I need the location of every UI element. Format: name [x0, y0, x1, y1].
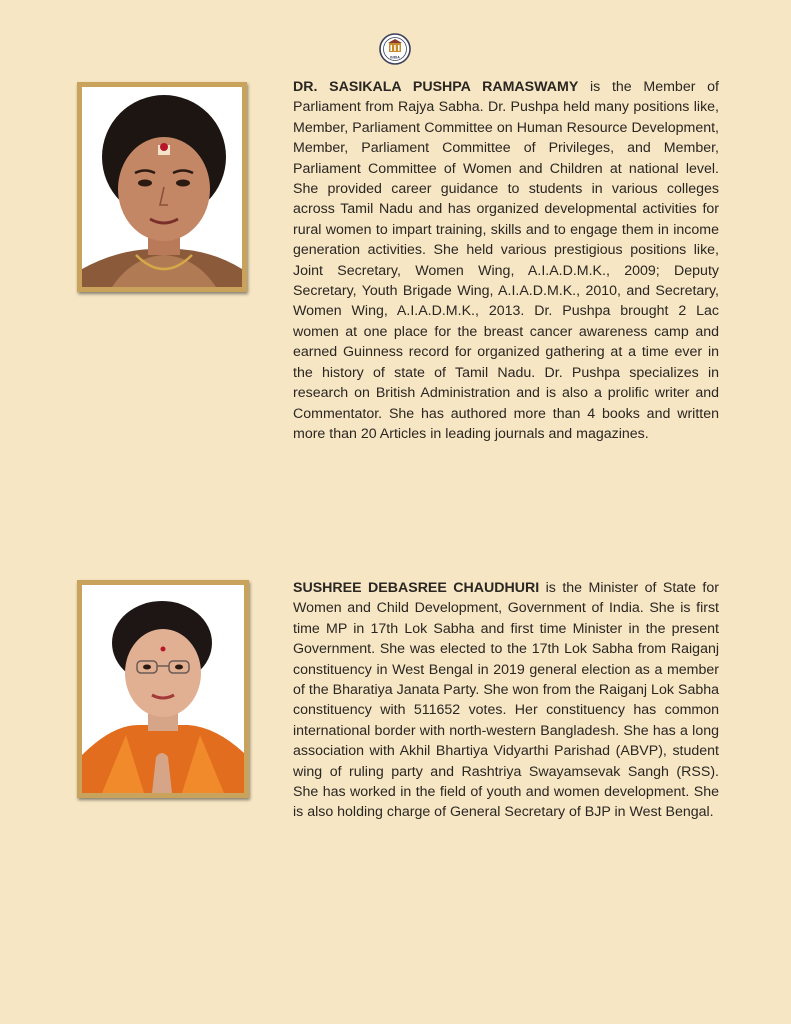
portrait-photo	[82, 87, 242, 287]
emblem-text: INDIA	[390, 55, 400, 60]
profile-name: SUSHREE DEBASREE CHAUDHURI	[293, 580, 540, 596]
profile-bio-text: is the Minister of State for Women and Child Development, Government of India. She is first time MP in 17th Lok Sabha and first time Minister in the present Government. She was elected to the 17th Lok Sabha from Raiganj constituency in West Bengal in 2019 general election as a member of the Bharatiya Janata Party. She won from the Raiganj Lok Sabha constituency with 511652 votes. Her constituency has common international border with north-western Bangladesh. She has a long association with Akhil Bhartiya Vidyarthi Parishad (ABVP), student wing of ruling party and Rashtriya Swayamsevak Sangh (RSS). She has worked in the field of youth and women development. She is also holding charge of General Secretary of BJP in West Bengal.	[293, 580, 719, 821]
parliament-emblem-icon	[379, 33, 411, 65]
portrait-photo	[82, 585, 244, 793]
profile-photo	[77, 580, 249, 798]
profile-name: DR. SASIKALA PUSHPA RAMASWAMY	[293, 79, 579, 95]
profile-bio-text: is the Member of Parliament from Rajya Sabha. Dr. Pushpa held many positions like, Member, Parliament Committee on Human Resource Development, Member, Parliament Committee of Privileges, and Member, Parliament Committee of Women and Children at national level. She provided career guidance to students in various colleges across Tamil Nadu and has organized developmental activities for rural women to impart training, skills and to engage them in income generation activities. She held various prestigious positions like, Joint Secretary, Women Wing, A.I.A.D.M.K., 2009; Deputy Secretary, Youth Brigade Wing, A.I.A.D.M.K., 2010, and Secretary, Women Wing, A.I.A.D.M.K., 2013. Dr. Pushpa brought 2 Lac women at one place for the breast cancer awareness camp and earned Guinness record for organized gathering at a time ever in the history of state of Tamil Nadu. Dr. Pushpa specializes in research on British Administration and is also a prolific writer and Commentator. She has authored more than 4 books and written more than 20 Articles in leading journals and magazines.	[293, 79, 719, 442]
profile-photo	[77, 82, 247, 292]
profile-bio	[293, 77, 719, 444]
profile-bio	[293, 578, 719, 823]
